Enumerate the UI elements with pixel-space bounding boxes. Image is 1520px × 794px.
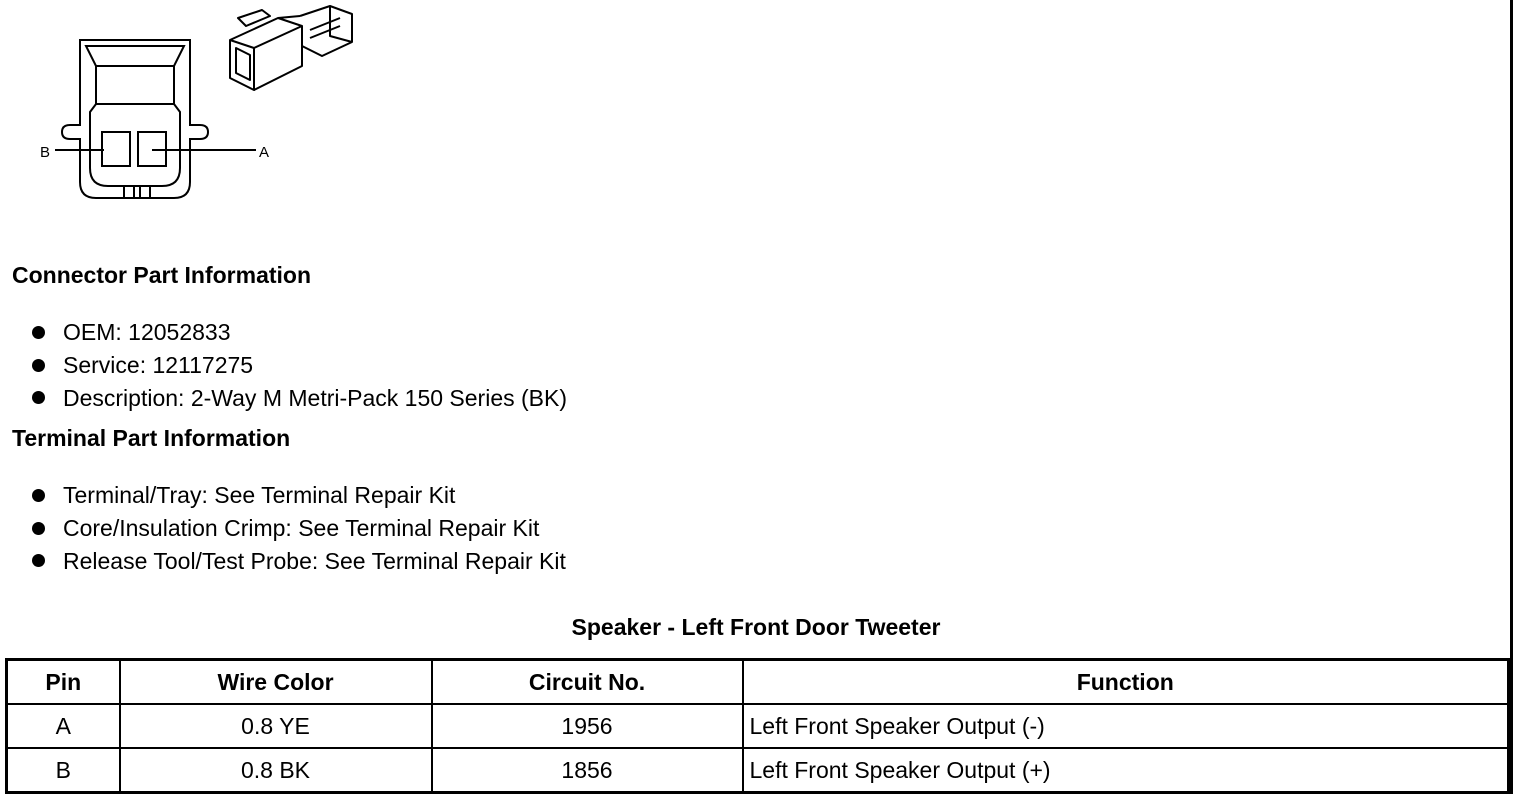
pinout-table	[5, 658, 1510, 794]
cell-circuit-no: 1956	[432, 704, 743, 748]
service-part-number: Service: 12117275	[63, 352, 254, 379]
connector-part-heading: Connector Part Information	[12, 262, 312, 288]
list-item	[30, 512, 566, 545]
cell-pin: B	[7, 748, 120, 793]
header-function: Function	[743, 660, 1509, 705]
bullet-icon	[32, 489, 45, 502]
list-item	[30, 382, 567, 415]
header-wire-color: Wire Color	[120, 660, 432, 705]
cell-pin: A	[7, 704, 120, 748]
cell-wire-color: 0.8 YE	[120, 704, 432, 748]
bullet-icon	[32, 391, 45, 404]
cell-function: Left Front Speaker Output (+)	[743, 748, 1509, 793]
terminal-tray-info: Terminal/Tray: See Terminal Repair Kit	[63, 482, 456, 509]
header-circuit-no: Circuit No.	[432, 660, 743, 705]
bullet-icon	[32, 359, 45, 372]
table-row	[7, 748, 1509, 793]
table-title: Speaker - Left Front Door Tweeter	[571, 614, 941, 640]
header-pin: Pin	[7, 660, 120, 705]
right-border-rule	[1510, 0, 1513, 794]
connector-face-view	[55, 40, 256, 198]
table-header-row	[7, 660, 1509, 705]
connector-isometric-view	[230, 6, 352, 90]
bullet-icon	[32, 326, 45, 339]
pin-b-callout: B	[40, 144, 51, 161]
crimp-info: Core/Insulation Crimp: See Terminal Repair Kit	[63, 515, 540, 542]
connector-diagram	[0, 0, 380, 230]
cell-function: Left Front Speaker Output (-)	[743, 704, 1509, 748]
cell-circuit-no: 1856	[432, 748, 743, 793]
list-item	[30, 545, 566, 578]
oem-part-number: OEM: 12052833	[63, 319, 231, 346]
release-tool-info: Release Tool/Test Probe: See Terminal Repair Kit	[63, 547, 566, 574]
list-item	[30, 479, 566, 512]
bullet-icon	[32, 554, 45, 567]
terminal-part-list	[30, 479, 566, 577]
bullet-icon	[32, 522, 45, 535]
connector-part-list	[30, 316, 567, 414]
list-item	[30, 349, 567, 382]
cell-wire-color: 0.8 BK	[120, 748, 432, 793]
connector-description: Description: 2-Way M Metri-Pack 150 Series (BK)	[63, 384, 568, 411]
list-item	[30, 316, 567, 349]
pin-a-callout: A	[259, 144, 270, 161]
terminal-part-heading: Terminal Part Information	[12, 425, 291, 451]
table-row	[7, 704, 1509, 748]
